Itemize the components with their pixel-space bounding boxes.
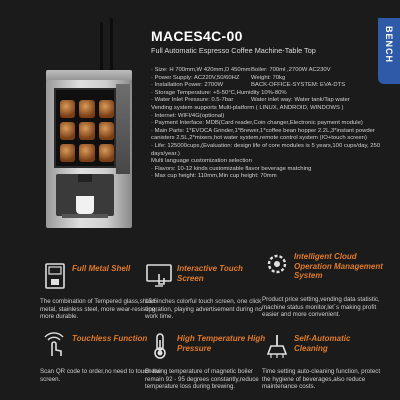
touchless-icon — [40, 332, 70, 360]
drink-tile — [60, 100, 75, 118]
feature-title: High Temperature High Pressure — [177, 334, 266, 353]
spec-cup-height: · Max cup height: 110mm,Min cup height: 70mm — [151, 173, 277, 180]
self-cleaning-icon — [262, 332, 292, 360]
corner-tab-label: BENCH — [384, 26, 394, 64]
spec-row — [151, 75, 395, 83]
drink-tile — [99, 144, 114, 162]
spec-payment: · Payment Interface: MDB(Card reader,Coin changer,Electronic payment module) — [151, 120, 363, 127]
spec-storage-temperature: · Storage Temperature: +5-50°C,Humidity 10%-80% — [151, 89, 287, 96]
feature-description: 15.6inches colorful touch screen, one click operation, playing advertisement during no work time. — [145, 298, 262, 321]
coffee-machine-image — [34, 18, 142, 230]
gear-system-icon — [262, 250, 292, 278]
feature-title: Intelligent Cloud Operation Management System — [294, 252, 383, 280]
drink-menu-tiles — [60, 100, 114, 162]
machine-side-panel — [116, 84, 130, 174]
feature-description: Time setting auto-cleaning function, protect the hygiene of beverages,also reduce maintenance costs. — [262, 368, 381, 391]
feature-title: Full Metal Shell — [72, 264, 131, 273]
coffee-machine-icon — [40, 262, 70, 290]
spec-installation-power: · Installation Power: 2700W — [151, 82, 224, 89]
spec-list — [151, 67, 395, 181]
drink-tile — [79, 122, 94, 140]
spec-back-office: BACK-OFFICE-SYSTEM: EVA-DTS — [251, 82, 346, 89]
spec-row — [151, 82, 395, 90]
drink-tile — [79, 100, 94, 118]
feature-description: The combination of Tempered glass,sheet metal, stainless steel, more wear-resisting, more durable. — [40, 298, 157, 321]
drink-tile — [60, 144, 75, 162]
drink-tile — [79, 144, 94, 162]
model-subtitle: Full Automatic Espresso Coffee Machine-Table Top — [151, 46, 316, 55]
nozzle — [78, 174, 92, 182]
machine-screen — [54, 88, 116, 168]
feature-description: Brewing temperature of magnetic boiler remain 92 - 95 degrees constantly,reduce temperature loss during brewing. — [145, 368, 259, 391]
feature-description: Scan QR code to order,no need to touch the screen. — [40, 368, 162, 383]
thermometer-icon — [145, 332, 175, 360]
touch-screen-icon — [145, 262, 175, 290]
feature-description: Product price setting,vending data statistic, machine status monitor,let`s making profit easier and more convenient. — [262, 296, 380, 319]
spec-water-inlet-way: Water inlet way: Water tank/Tap water — [251, 97, 350, 104]
drink-tile — [60, 122, 75, 140]
spec-main-parts: · Main Parts: 1*EVOCA Grinder,1*Brewer,1*coffee bean hopper 2.2L,3*instant powder canisters 2.5L,2*mixers,hot water system,remote control system (IO+touch screen) — [151, 127, 375, 142]
feature-title: Self-Automatic Cleaning — [294, 334, 351, 353]
drip-tray — [62, 214, 108, 218]
feature-title: Interactive Touch Screen — [177, 264, 243, 283]
model-title: MACES4C-00 — [151, 28, 243, 44]
spec-row — [151, 67, 395, 75]
spec-life: · Life: 125000cups,(Evaluation: design life of core modules is 5 years,100 cups/day, 250 days/year.) — [151, 142, 381, 157]
spec-vending-system: Vending system supports Multi-platform ( LINUX, ANDROID, WINDOWS ) — [151, 104, 344, 111]
spec-weight: Weight: 70kg — [251, 74, 286, 81]
spec-size: · Size: H 700mm,W 420mm,D 450mm — [151, 67, 251, 73]
spec-row — [151, 97, 395, 105]
spec-boiler: Boiler: 700ml ,2700W AC230V — [251, 67, 331, 73]
spec-flavors: · Flavors: 10-12 kinds customizable flavor beverage matching — [151, 165, 312, 172]
drink-tile — [99, 100, 114, 118]
antenna — [110, 18, 113, 74]
spec-water-inlet-pressure: · Water Inlet Pressure: 0.5-7bar — [151, 97, 234, 104]
feature-title: Touchless Function — [72, 334, 148, 343]
spec-language: Multi language customization selection — [151, 158, 252, 165]
drink-tile — [99, 122, 114, 140]
spec-internet: · Internet: WIFI/4G(optional) — [151, 112, 225, 119]
cup — [76, 196, 94, 214]
spec-power-supply: · Power Supply: AC220V,50/60HZ — [151, 74, 240, 81]
